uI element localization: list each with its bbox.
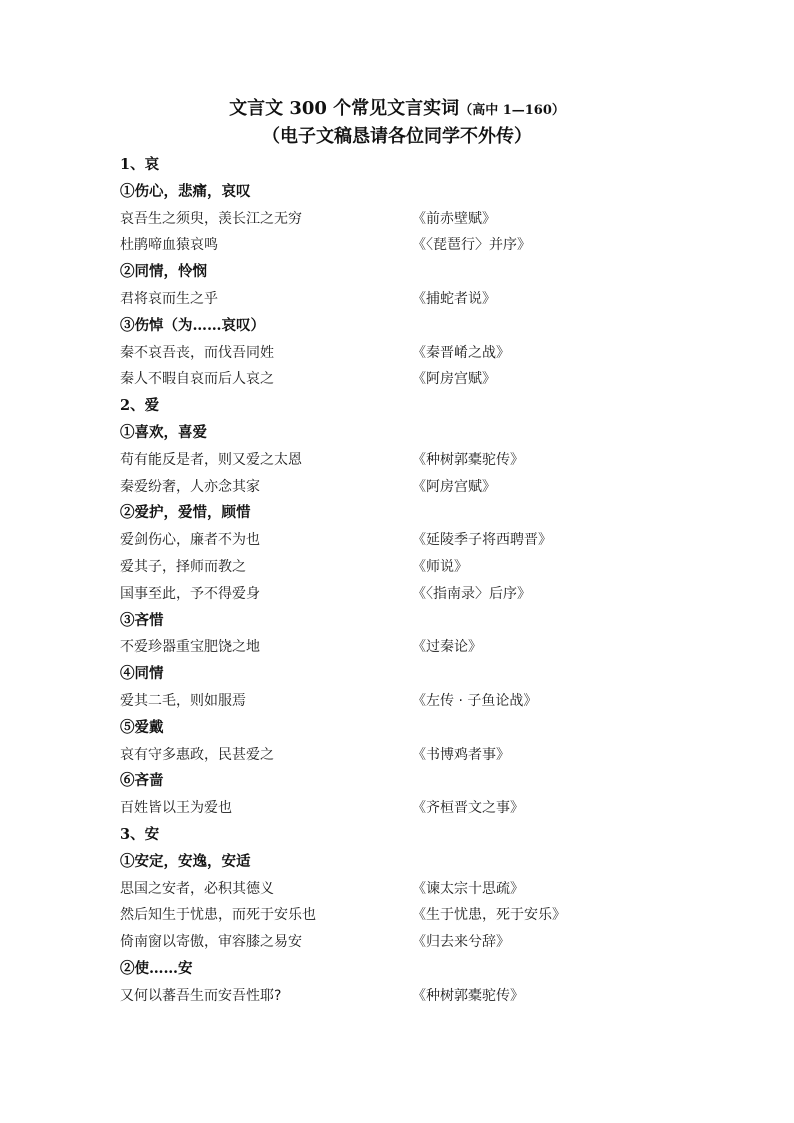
- example-sentence: 爱其子，择师而教之: [120, 558, 246, 575]
- example-source: 《谏太宗十思疏》: [412, 880, 524, 897]
- sense-heading: ②同情，怜悯: [120, 263, 207, 281]
- example-source: 《阿房宫赋》: [412, 478, 496, 495]
- example-source: 《师说》: [412, 558, 468, 575]
- example-source: 《延陵季子将西聘晋》: [412, 532, 552, 549]
- document-title: [0, 97, 794, 123]
- example-source: 《〈指南录〉后序》: [412, 585, 531, 602]
- example-source: 《前赤壁赋》: [412, 210, 496, 227]
- example-row: [120, 206, 680, 233]
- example-row: [120, 688, 680, 715]
- example-sentence: 秦爱纷奢，人亦念其家: [120, 478, 260, 495]
- example-source: 《阿房宫赋》: [412, 371, 496, 388]
- word-heading: 1、哀: [120, 156, 160, 173]
- example-sentence: 苟有能反是者，则又爱之太恩: [120, 451, 302, 468]
- example-source: 《生于忧患，死于安乐》: [412, 907, 566, 924]
- example-sentence: 倚南窗以寄傲，审容膝之易安: [120, 934, 302, 951]
- example-sentence: 哀吾生之须臾，羡长江之无穷: [120, 210, 302, 227]
- example-row: [120, 581, 680, 608]
- example-row: [120, 876, 680, 903]
- example-row: [120, 902, 680, 929]
- example-row: [120, 447, 680, 474]
- example-sentence: 又何以蕃吾生而安吾性耶?: [120, 987, 282, 1004]
- example-sentence: 哀有守多惠政，民甚爱之: [120, 746, 274, 763]
- example-source: 《捕蛇者说》: [412, 290, 496, 307]
- example-source: 《归去来兮辞》: [412, 934, 510, 951]
- word-heading: 2、爱: [120, 397, 160, 415]
- sense-heading: ②爱护，爱惜，顾惜: [120, 504, 251, 522]
- vocabulary-list: [120, 152, 680, 1010]
- sense-heading: ①喜欢，喜爱: [120, 423, 207, 441]
- example-sentence: 国事至此，予不得爱身: [120, 585, 260, 602]
- example-source: 《种树郭橐驼传》: [412, 987, 524, 1004]
- example-row: [120, 795, 680, 822]
- example-row: [120, 286, 680, 313]
- example-row: [120, 554, 680, 581]
- example-source: 《齐桓晋文之事》: [412, 800, 524, 817]
- sense-heading: ①安定，安逸，安适: [120, 852, 251, 870]
- example-source: 《书博鸡者事》: [412, 746, 510, 763]
- example-row: [120, 634, 680, 661]
- example-source: 《秦晋崤之战》: [412, 344, 510, 361]
- example-source: 《左传 · 子鱼论战》: [412, 692, 538, 709]
- example-row: [120, 366, 680, 393]
- title-main: 文言文 300 个常见文言实词: [229, 98, 460, 119]
- example-sentence: 百姓皆以王为爱也: [120, 800, 232, 817]
- example-sentence: 爱剑伤心，廉者不为也: [120, 532, 260, 549]
- example-row: [120, 340, 680, 367]
- example-row: [120, 929, 680, 956]
- example-sentence: 爱其二毛，则如服焉: [120, 692, 246, 709]
- example-sentence: 杜鹃啼血猿哀鸣: [120, 237, 218, 254]
- document-subtitle: （电子文稿恳请各位同学不外传）: [262, 126, 532, 147]
- example-row: [120, 983, 680, 1010]
- example-sentence: 秦不哀吾丧，而伐吾同姓: [120, 344, 274, 361]
- example-row: [120, 742, 680, 769]
- example-sentence: 秦人不暇自哀而后人哀之: [120, 371, 274, 388]
- example-sentence: 然后知生于忧患，而死于安乐也: [120, 907, 316, 924]
- title-range: （高中 1—160）: [459, 103, 565, 118]
- sense-heading: ②使……安: [120, 959, 193, 977]
- example-sentence: 君将哀而生之乎: [120, 290, 218, 307]
- example-sentence: 思国之安者，必积其德义: [120, 880, 274, 897]
- example-row: [120, 474, 680, 501]
- example-source: 《过秦论》: [412, 639, 482, 656]
- example-row: [120, 527, 680, 554]
- sense-heading: ⑥吝啬: [120, 772, 164, 790]
- sense-heading: ①伤心，悲痛，哀叹: [120, 182, 251, 200]
- sense-heading: ③伤悼（为……哀叹）: [120, 316, 265, 334]
- example-source: 《种树郭橐驼传》: [412, 451, 524, 468]
- sense-heading: ④同情: [120, 665, 164, 683]
- word-heading: 3、安: [120, 825, 160, 843]
- example-source: 《〈琵琶行〉并序》: [412, 237, 531, 254]
- sense-heading: ③吝惜: [120, 611, 164, 629]
- sense-heading: ⑤爱戴: [120, 718, 164, 736]
- example-sentence: 不爱珍器重宝肥饶之地: [120, 639, 260, 656]
- example-row: [120, 232, 680, 259]
